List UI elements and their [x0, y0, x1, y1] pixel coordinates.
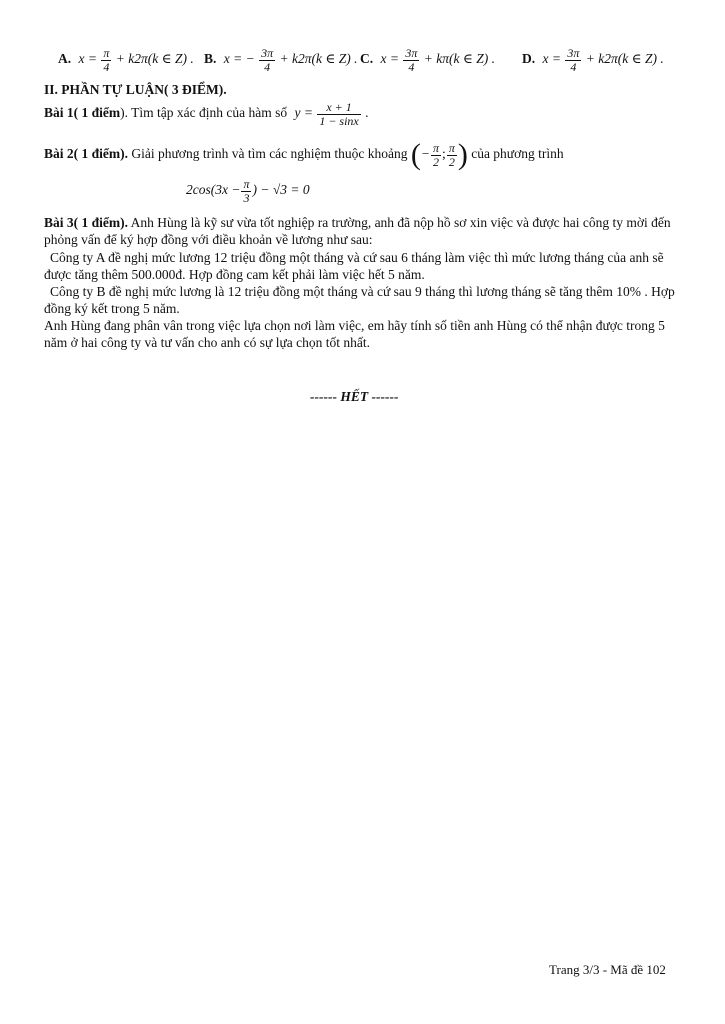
interval-right-fraction: [447, 142, 457, 168]
bai1-lhs: y =: [294, 105, 313, 121]
option-a-fraction: [101, 47, 111, 73]
bai1-fraction: [317, 101, 360, 127]
option-b: [204, 47, 357, 73]
option-a-den: 4: [101, 60, 111, 74]
bai2: [44, 140, 564, 170]
bai2-text-end: của phương trình: [471, 146, 564, 162]
option-d-rhs: + k2π(k ∈ Z) .: [585, 51, 664, 67]
bai2-eq-pre: 2cos(3x −: [186, 182, 241, 198]
option-d: [522, 47, 664, 73]
bai2-label: Bài 2( 1 điểm).: [44, 146, 128, 162]
bai3-company-a: Công ty A đề nghị mức lương 12 triệu đồng một tháng và cứ sau 6 tháng làm việc thì mức lương tháng của anh sẽ được tăng thêm 500.000đ. Hợp đồng cam kết phải làm việc hết 5 năm.: [44, 250, 664, 282]
bai1-num: x + 1: [326, 100, 352, 114]
bai1-label: Bài 1( 1 điểm: [44, 105, 121, 121]
option-b-lhs: x = −: [223, 51, 255, 67]
bai2-eq-post: ) − √3 = 0: [252, 182, 310, 198]
bai2-text: Giải phương trình và tìm các nghiệm thuộc khoảng: [131, 146, 408, 162]
interval-right-den: 2: [447, 155, 457, 169]
option-c-den: 4: [403, 60, 419, 74]
bai1-end: .: [365, 105, 369, 121]
bai3-paragraph-1: [44, 214, 684, 248]
option-c-rhs: + kπ(k ∈ Z) .: [423, 51, 495, 67]
option-c: [360, 47, 495, 73]
interval-open-paren: (: [410, 138, 421, 171]
interval-left-fraction: [431, 142, 441, 168]
bai2-eq-num: π: [243, 177, 250, 191]
option-d-num: 3π: [567, 46, 580, 60]
interval-minus: −: [420, 146, 431, 162]
section-title: II. PHẦN TỰ LUẬN( 3 ĐIỂM).: [44, 82, 227, 97]
option-b-num: 3π: [261, 46, 274, 60]
bai1: [44, 101, 369, 127]
option-d-den: 4: [565, 60, 581, 74]
option-a-rhs: + k2π(k ∈ Z) .: [115, 51, 194, 67]
bai1-den: 1 − sinx: [319, 113, 359, 128]
option-a-lhs: x =: [78, 51, 97, 67]
bai3-company-b: Công ty B đề nghị mức lương là 12 triệu đồng một tháng và cứ sau 9 tháng thì lương tháng sẽ tăng thêm 10% . Hợp đồng ký kết trong 5 năm.: [44, 284, 675, 316]
interval-right-num: π: [448, 140, 455, 155]
interval-left-den: 2: [431, 155, 441, 169]
option-d-fraction: [565, 47, 581, 73]
option-b-fraction: [259, 47, 275, 73]
option-b-label: B.: [204, 51, 217, 67]
bai3-label: Bài 3( 1 điểm).: [44, 215, 128, 230]
bai2-eq-den: 3: [241, 191, 251, 205]
bai3-question: Anh Hùng đang phân vân trong việc lựa chọn nơi làm việc, em hãy tính số tiền anh Hùng có thể nhận được trong 5 năm ở hai công ty và tư vấn cho anh có sự lựa chọn tốt nhất.: [44, 318, 665, 350]
bai3-paragraph-question: [44, 317, 684, 351]
option-d-label: D.: [522, 51, 536, 67]
option-c-fraction: [403, 47, 419, 73]
bai3-paragraph-company-a: [44, 249, 684, 283]
option-c-lhs: x =: [380, 51, 399, 67]
option-b-den: 4: [259, 60, 275, 74]
option-c-label: C.: [360, 51, 374, 67]
bai2-eq-fraction: [241, 178, 251, 204]
bai3-intro: Anh Hùng là kỹ sư vừa tốt nghiệp ra trường, anh đã nộp hồ sơ xin việc và được hai công ty mời đến phỏng vấn để ký hợp đồng với điều khoản về lương như sau:: [44, 215, 671, 247]
interval-close-paren: ): [457, 138, 468, 171]
option-a-label: A.: [58, 51, 72, 67]
page-footer: Trang 3/3 - Mã đề 102: [549, 962, 666, 977]
option-d-lhs: x =: [542, 51, 561, 67]
option-a-num: π: [103, 46, 110, 60]
option-a: [58, 47, 194, 73]
bai1-text: ). Tìm tập xác định của hàm số: [120, 105, 288, 121]
bai2-equation: [186, 178, 310, 204]
interval-left-num: π: [433, 140, 440, 155]
end-mark: ------ HẾT ------: [310, 389, 399, 404]
bai3-paragraph-company-b: [44, 283, 684, 317]
interval-separator: ;: [442, 146, 446, 162]
option-b-rhs: + k2π(k ∈ Z) .: [279, 51, 358, 67]
option-c-num: 3π: [405, 46, 418, 60]
